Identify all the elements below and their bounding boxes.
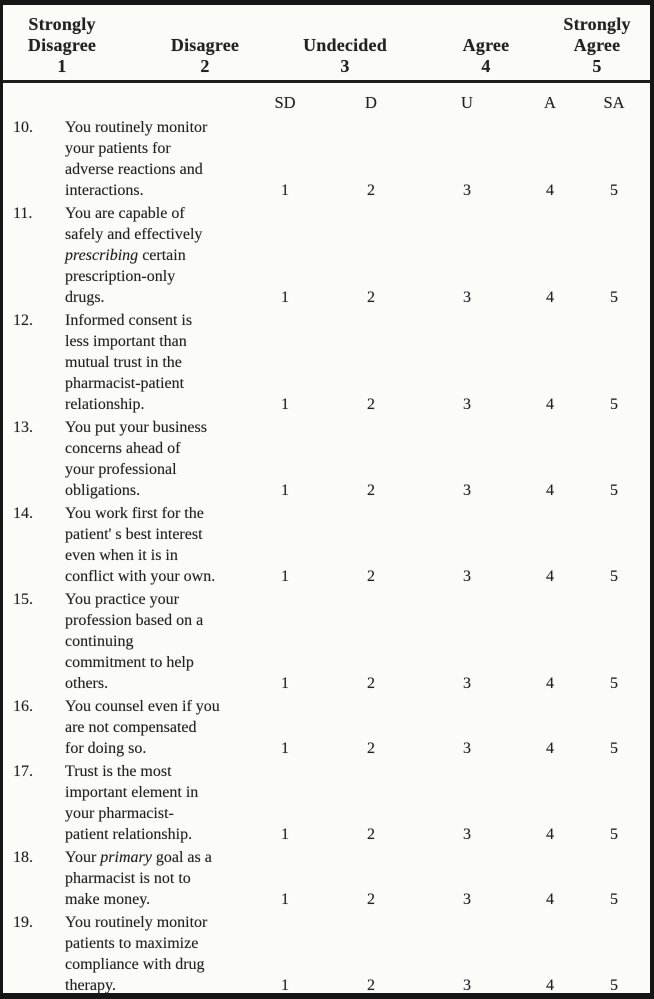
statement-line: safely and effectively: [65, 226, 203, 243]
rating-value-1: 1: [281, 740, 289, 757]
statement-line: pharmacist is not to: [65, 870, 191, 887]
scale-option-value: 1: [57, 56, 67, 76]
survey-items: [3, 117, 650, 996]
survey-item-row: [3, 589, 650, 694]
item-statement: [65, 589, 255, 694]
item-statement: [65, 696, 255, 759]
survey-item-row: [3, 503, 650, 587]
rating-value-5: 5: [610, 482, 618, 499]
rating-value-4: 4: [546, 977, 554, 994]
scale-option-value: 4: [481, 56, 491, 76]
rating-value-1: 1: [281, 289, 289, 306]
rating-value-5: 5: [610, 568, 618, 585]
rating-value-4: 4: [546, 891, 554, 908]
statement-line: patient relationship.: [65, 826, 193, 843]
statement-line: profession based on a: [65, 612, 204, 629]
statement-line: therapy.: [65, 977, 116, 994]
rating-value-1: 1: [281, 977, 289, 994]
rating-value-1: 1: [281, 891, 289, 908]
rating-value-1: 1: [281, 396, 289, 413]
item-number: 13.: [13, 419, 33, 436]
statement-line: You work first for the: [65, 505, 204, 522]
rating-value-2: 2: [367, 675, 375, 692]
rating-value-5: 5: [610, 289, 618, 306]
statement-line: commitment to help: [65, 654, 194, 671]
item-number: 18.: [13, 849, 33, 866]
rating-value-1: 1: [281, 182, 289, 199]
rating-value-2: 2: [367, 289, 375, 306]
item-statement: [65, 310, 255, 415]
rating-value-2: 2: [367, 826, 375, 843]
rating-value-3: 3: [463, 891, 471, 908]
rating-value-3: 3: [463, 826, 471, 843]
rating-value-3: 3: [463, 289, 471, 306]
statement-line: You put your business: [65, 419, 207, 436]
scale-header: [3, 5, 650, 83]
statement-line: compliance with drug: [65, 956, 205, 973]
column-abbrev-u: U: [461, 93, 473, 112]
rating-value-3: 3: [463, 482, 471, 499]
statement-line: prescription-only: [65, 268, 176, 285]
statement-line: Informed consent is: [65, 312, 193, 329]
statement-line: less important than: [65, 333, 187, 350]
rating-value-4: 4: [546, 182, 554, 199]
statement-line: Your primary goal as a: [65, 849, 212, 866]
scale-option-agree: [436, 35, 536, 77]
rating-value-4: 4: [546, 482, 554, 499]
rating-value-2: 2: [367, 568, 375, 585]
statement-line: important element in: [65, 784, 199, 801]
statement-line: conflict with your own.: [65, 568, 216, 585]
statement-line: You routinely monitor: [65, 119, 208, 136]
rating-value-2: 2: [367, 740, 375, 757]
rating-value-2: 2: [367, 482, 375, 499]
scale-option-label: Strongly: [563, 14, 631, 34]
statement-line: mutual trust in the: [65, 354, 182, 371]
scale-option-label: Agree: [573, 35, 621, 55]
item-number: 17.: [13, 763, 33, 780]
statement-line: relationship.: [65, 396, 145, 413]
statement-line: patient' s best interest: [65, 526, 203, 543]
item-statement: [65, 761, 255, 845]
rating-value-2: 2: [367, 396, 375, 413]
rating-value-4: 4: [546, 740, 554, 757]
item-statement: [65, 117, 255, 201]
statement-line: your professional: [65, 461, 177, 478]
item-number: 15.: [13, 591, 33, 608]
survey-item-row: [3, 203, 650, 308]
item-number: 11.: [13, 205, 33, 222]
survey-item-row: [3, 847, 650, 910]
statement-line: prescribing certain: [65, 247, 186, 264]
scale-option-strongly-disagree: [14, 14, 110, 77]
statement-line: obligations.: [65, 482, 141, 499]
scale-option-label: Strongly: [28, 14, 96, 34]
item-statement: [65, 912, 255, 996]
statement-line: your pharmacist-: [65, 805, 174, 822]
item-number: 10.: [13, 119, 33, 136]
rating-value-5: 5: [610, 396, 618, 413]
rating-value-1: 1: [281, 675, 289, 692]
statement-line: patients to maximize: [65, 935, 199, 952]
statement-line: for doing so.: [65, 740, 147, 757]
statement-line: drugs.: [65, 289, 105, 306]
column-abbrev-sa: SA: [603, 93, 625, 112]
statement-line: even when it is in: [65, 547, 178, 564]
rating-value-3: 3: [463, 396, 471, 413]
rating-value-5: 5: [610, 891, 618, 908]
statement-line: your patients for: [65, 140, 171, 157]
scale-option-label: Disagree: [27, 35, 97, 55]
scale-option-strongly-agree: [547, 14, 647, 77]
rating-value-5: 5: [610, 826, 618, 843]
statement-line: You practice your: [65, 591, 179, 608]
rating-value-4: 4: [546, 568, 554, 585]
rating-value-1: 1: [281, 482, 289, 499]
scale-option-undecided: [287, 35, 403, 77]
survey-item-row: [3, 761, 650, 845]
rating-value-4: 4: [546, 289, 554, 306]
statement-line: are not compensated: [65, 719, 197, 736]
column-abbrev-sd: SD: [274, 93, 296, 112]
column-abbrev-d: D: [365, 93, 377, 112]
statement-line: You are capable of: [65, 205, 185, 222]
scale-option-value: 2: [200, 56, 210, 76]
scale-option-value: 5: [592, 56, 602, 76]
abbrev-row-spacer: [65, 92, 255, 113]
rating-value-2: 2: [367, 182, 375, 199]
item-number: 16.: [13, 698, 33, 715]
item-number: 19.: [13, 914, 33, 931]
rating-value-3: 3: [463, 568, 471, 585]
statement-line: others.: [65, 675, 109, 692]
scale-option-value: 3: [340, 56, 350, 76]
scale-option-label: Agree: [462, 35, 510, 55]
statement-line: Trust is the most: [65, 763, 172, 780]
rating-value-5: 5: [610, 182, 618, 199]
rating-value-5: 5: [610, 977, 618, 994]
rating-value-3: 3: [463, 977, 471, 994]
item-number: 12.: [13, 312, 33, 329]
survey-item-row: [3, 912, 650, 996]
abbrev-row-spacer: [13, 92, 65, 113]
rating-value-3: 3: [463, 740, 471, 757]
statement-line: You routinely monitor: [65, 914, 208, 931]
statement-line: adverse reactions and: [65, 161, 203, 178]
item-statement: [65, 203, 255, 308]
statement-line: pharmacist-patient: [65, 375, 185, 392]
item-statement: [65, 847, 255, 910]
survey-item-row: [3, 696, 650, 759]
statement-line: make money.: [65, 891, 151, 908]
rating-value-1: 1: [281, 568, 289, 585]
rating-value-4: 4: [546, 826, 554, 843]
rating-value-4: 4: [546, 396, 554, 413]
statement-line: You counsel even if you: [65, 698, 220, 715]
survey-item-row: [3, 117, 650, 201]
column-abbrev-a: A: [544, 93, 556, 112]
column-abbrev-row: [3, 92, 650, 113]
item-number: 14.: [13, 505, 33, 522]
rating-value-5: 5: [610, 740, 618, 757]
item-statement: [65, 503, 255, 587]
rating-value-2: 2: [367, 977, 375, 994]
scale-option-disagree: [150, 35, 260, 77]
rating-value-4: 4: [546, 675, 554, 692]
survey-item-row: [3, 417, 650, 501]
statement-line: concerns ahead of: [65, 440, 181, 457]
rating-value-2: 2: [367, 891, 375, 908]
rating-value-3: 3: [463, 675, 471, 692]
scale-option-label: Undecided: [303, 35, 387, 55]
rating-value-5: 5: [610, 675, 618, 692]
rating-value-3: 3: [463, 182, 471, 199]
item-statement: [65, 417, 255, 501]
statement-line: interactions.: [65, 182, 144, 199]
rating-value-1: 1: [281, 826, 289, 843]
survey-item-row: [3, 310, 650, 415]
scale-option-label: Disagree: [170, 35, 240, 55]
statement-line: continuing: [65, 633, 134, 650]
